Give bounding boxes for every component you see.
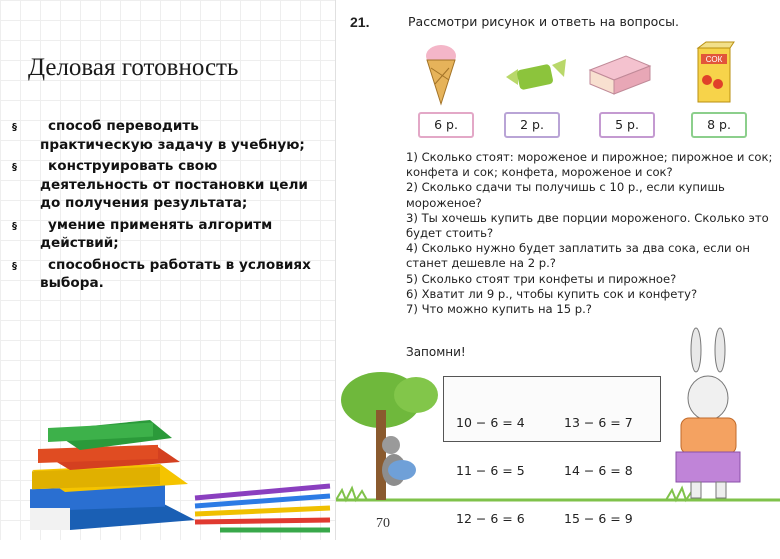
bullet-item bbox=[12, 157, 312, 213]
task-number: 21. bbox=[350, 14, 370, 30]
question-item: 4) Сколько нужно будет заплатить за два сока, если он станет дешевле на 2 р.? bbox=[406, 241, 750, 271]
price-tag: 8 р. bbox=[691, 112, 747, 138]
question-item: 1) Сколько стоят: мороженое и пирожное; пирожное и сок; конфета и сок; конфета, мороженое и сок? bbox=[406, 150, 773, 180]
fact-item: 11 − 6 = 5 bbox=[456, 463, 525, 478]
question-item: 6) Хватит ли 9 р., чтобы купить сок и конфету? bbox=[406, 286, 698, 301]
fact-item: 14 − 6 = 8 bbox=[564, 463, 633, 478]
price-tag: 6 р. bbox=[418, 112, 474, 138]
bullet-marker: § bbox=[12, 122, 17, 133]
bullet-marker: § bbox=[12, 260, 17, 272]
bullet-item bbox=[12, 117, 312, 154]
textbook-page bbox=[335, 0, 780, 540]
bullet-text: конструировать свою деятельность от постановки цели до получения результата; bbox=[40, 158, 308, 211]
facts-left-column bbox=[456, 383, 525, 559]
bullet-list bbox=[12, 117, 312, 296]
fact-item: 12 − 6 = 6 bbox=[456, 511, 525, 526]
fact-item: 13 − 6 = 7 bbox=[564, 415, 633, 430]
fact-item: 15 − 6 = 9 bbox=[564, 511, 633, 526]
price-tag: 2 р. bbox=[504, 112, 560, 138]
question-item: 5) Сколько стоят три конфеты и пирожное? bbox=[406, 271, 677, 286]
page-number: 70 bbox=[376, 516, 390, 531]
bullet-item bbox=[12, 216, 312, 253]
question-item: 3) Ты хочешь купить две порции мороженого. Сколько это будет стоить? bbox=[406, 210, 769, 241]
subtraction-table bbox=[443, 376, 661, 526]
bullet-text: умение применять алгоритм действий; bbox=[40, 216, 273, 251]
question-item: 7) Что можно купить на 15 р.? bbox=[406, 302, 592, 317]
juice-label: СОК bbox=[705, 55, 723, 64]
bullet-text: способ переводить практическую задачу в учебную; bbox=[40, 118, 305, 153]
books-illustration bbox=[10, 390, 200, 540]
bullet-item bbox=[12, 256, 312, 293]
price-tag: 5 р. bbox=[599, 112, 655, 138]
slide-title: Деловая готовность bbox=[28, 54, 239, 81]
slide-panel bbox=[0, 0, 335, 540]
scene-illustration bbox=[336, 0, 780, 540]
bullet-text: способность работать в условиях выбора. bbox=[40, 256, 311, 291]
fact-item: 10 − 6 = 4 bbox=[456, 415, 525, 430]
remember-label: Запомни! bbox=[406, 345, 466, 359]
question-item: 2) Сколько сдачи ты получишь с 10 р., если купишь мороженое? bbox=[406, 180, 725, 210]
facts-right-column bbox=[564, 383, 633, 559]
task-heading: Рассмотри рисунок и ответь на вопросы. bbox=[408, 14, 680, 29]
pencils-illustration bbox=[190, 478, 335, 533]
bullet-marker: § bbox=[12, 220, 17, 232]
bullet-marker: § bbox=[12, 162, 17, 173]
